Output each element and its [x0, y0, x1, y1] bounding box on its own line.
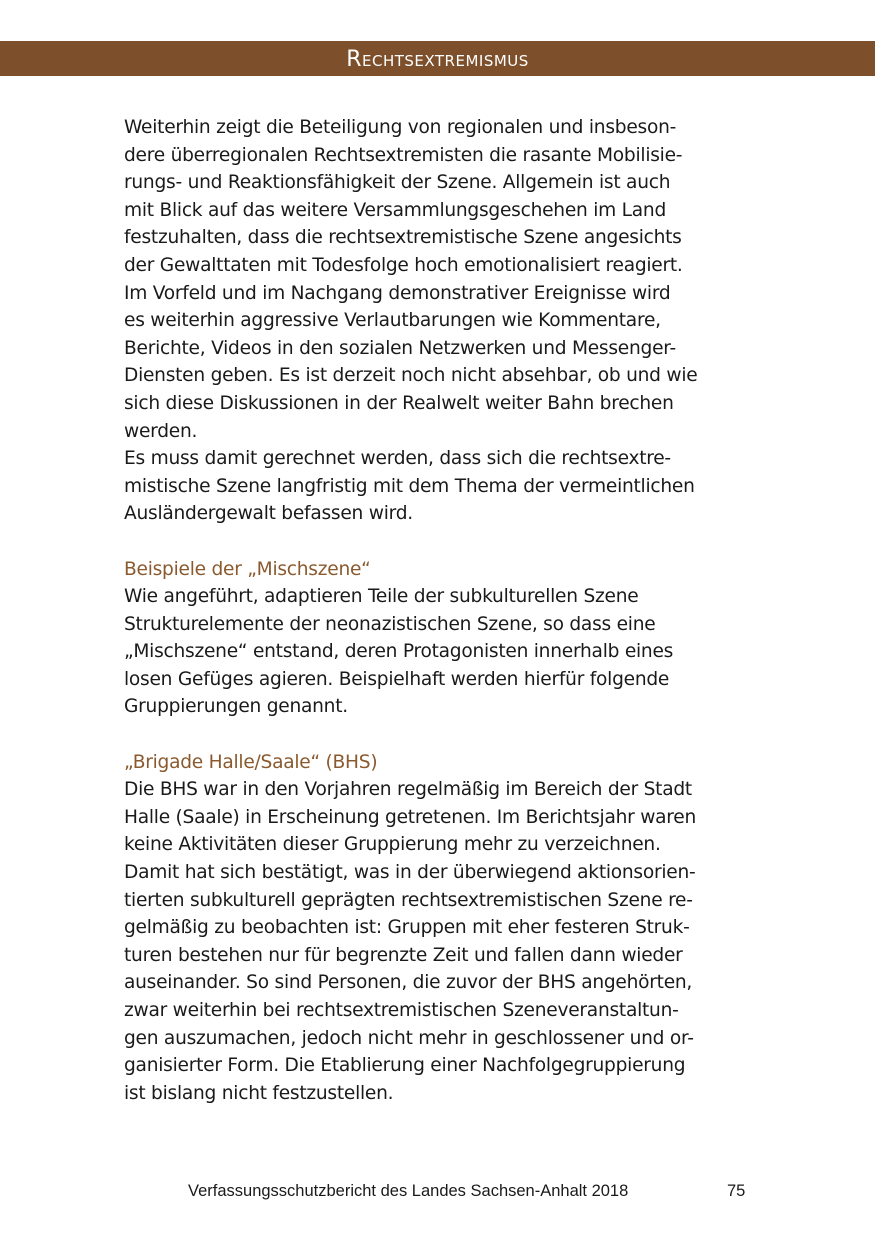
text-line: losen Gefüges agieren. Beispielhaft werden hierfür folgende [124, 668, 670, 690]
page-content [124, 114, 754, 1107]
text-line: Berichte, Videos in den sozialen Netzwerken und Messenger- [124, 337, 676, 359]
section-spacer [124, 721, 754, 749]
text-line: tierten subkulturell geprägten rechtsextremistischen Szene re- [124, 889, 693, 911]
chapter-title: Rechtsextremismus [346, 46, 529, 72]
paragraph-1 [124, 114, 754, 445]
section-bhs [124, 749, 754, 1108]
text-line: Im Vorfeld und im Nachgang demonstrativer Ereignisse wird [124, 282, 671, 304]
section-mischszene [124, 556, 754, 722]
text-line: Gruppierungen genannt. [124, 696, 348, 718]
text-line: mit Blick auf das weitere Versammlungsgeschehen im Land [124, 199, 666, 221]
text-line: turen bestehen nur für begrenzte Zeit und fallen dann wieder [124, 944, 683, 966]
text-line: „Mischszene“ entstand, deren Protagonisten innerhalb eines [124, 641, 674, 663]
text-line: Damit hat sich bestätigt, was in der überwiegend aktionsorien- [124, 862, 696, 884]
text-line: der Gewalttaten mit Todesfolge hoch emotionalisiert reagiert. [124, 254, 683, 276]
text-line: Strukturelemente der neonazistischen Szene, so dass eine [124, 613, 656, 635]
paragraph-2 [124, 445, 754, 528]
section-heading: „Brigade Halle/Saale“ (BHS) [124, 751, 378, 773]
text-line: Weiterhin zeigt die Beteiligung von regionalen und insbeson- [124, 117, 677, 138]
publication-title: Verfassungsschutzbericht des Landes Sachsen-Anhalt 2018 [188, 1182, 629, 1200]
page-number: 75 [727, 1182, 746, 1200]
text-line: Die BHS war in den Vorjahren regelmäßig im Bereich der Stadt [124, 779, 692, 801]
text-line: Wie angeführt, adaptieren Teile der subkulturellen Szene [124, 586, 639, 608]
text-line: werden. [124, 420, 198, 442]
text-line: Diensten geben. Es ist derzeit noch nicht absehbar, ob und wie [124, 365, 698, 387]
text-line: Es muss damit gerechnet werden, dass sich die rechtsextre- [124, 448, 671, 470]
text-line: sich diese Diskussionen in der Realwelt weiter Bahn brechen [124, 392, 674, 414]
text-line: ganisierter Form. Die Etablierung einer Nachfolgegruppierung [124, 1055, 686, 1077]
text-line: rungs- und Reaktionsfähigkeit der Szene. Allgemein ist auch [124, 172, 671, 194]
text-line: gelmäßig zu beobachten ist: Gruppen mit eher festeren Struk- [124, 917, 690, 939]
section-heading: Beispiele der „Mischszene“ [124, 558, 371, 580]
text-line: Halle (Saale) in Erscheinung getretenen. Im Berichtsjahr waren [124, 806, 697, 828]
text-line: dere überregionalen Rechtsextremisten die rasante Mobilisie- [124, 144, 683, 166]
chapter-header-bar [0, 41, 875, 76]
text-line: auseinander. So sind Personen, die zuvor der BHS angehörten, [124, 972, 693, 994]
text-line: mistische Szene langfristig mit dem Thema der vermeintlichen [124, 475, 695, 497]
text-line: es weiterhin aggressive Verlautbarungen wie Kommentare, [124, 310, 661, 332]
text-line: gen auszumachen, jedoch nicht mehr in geschlossener und or- [124, 1027, 694, 1049]
text-line: Ausländergewalt befassen wird. [124, 503, 413, 525]
section-spacer [124, 528, 754, 556]
text-line: zwar weiterhin bei rechtsextremistischen Szeneveranstaltun- [124, 1000, 679, 1021]
text-line: keine Aktivitäten dieser Gruppierung mehr zu verzeichnen. [124, 834, 661, 856]
text-line: festzuhalten, dass die rechtsextremistische Szene angesichts [124, 227, 682, 249]
text-line: ist bislang nicht festzustellen. [124, 1082, 394, 1104]
